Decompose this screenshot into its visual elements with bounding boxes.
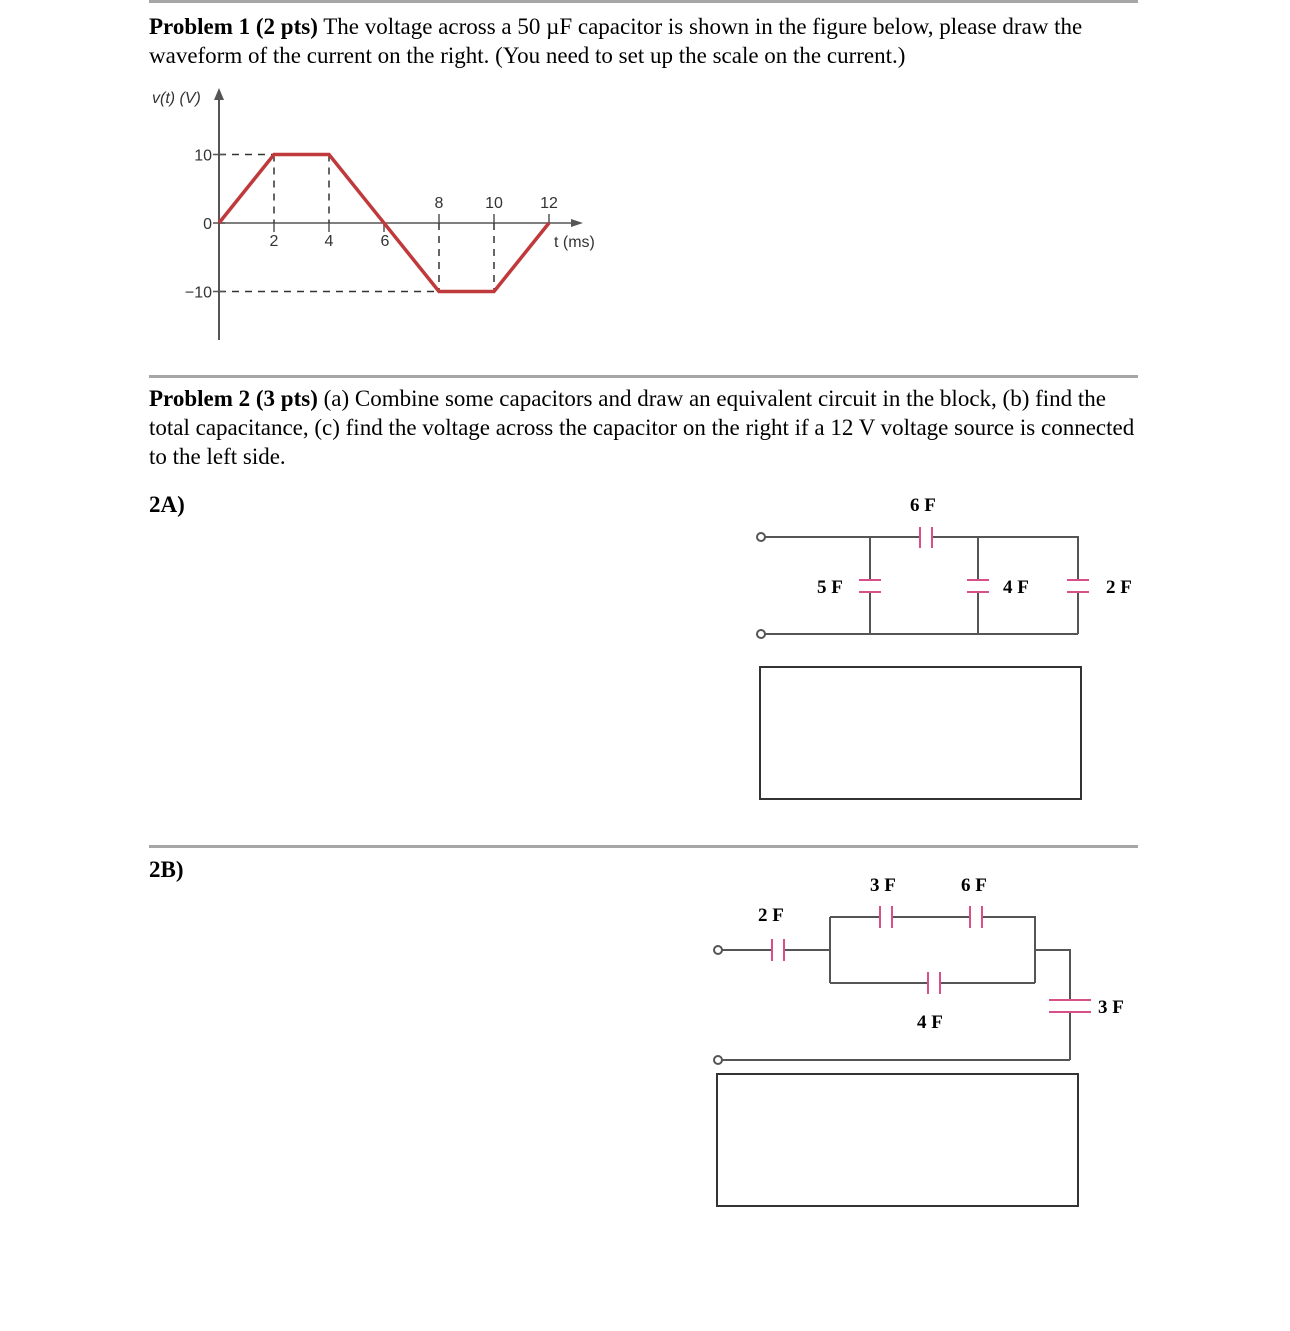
y-tick-label: −10	[184, 284, 212, 302]
wire-6f-branch	[870, 537, 1078, 634]
x-tick-label: 2	[269, 233, 279, 250]
cap-2f-b-label: 2 F	[758, 905, 784, 926]
problem2-body: (a) Combine some capacitors and draw an equivalent circuit in the block, (b) find the total capacitance, (c) find the voltage across the capacitor on the right if a 12 V voltage source is connected to the left side.	[149, 386, 1135, 469]
problem1-heading: Problem 1 (2 pts)	[149, 14, 318, 39]
x-tick-label: 12	[540, 195, 558, 212]
y-axis-label: v(t) (V)	[152, 90, 201, 107]
cap-4f-label: 4 F	[1003, 577, 1029, 598]
circuit-2b	[705, 868, 1150, 1068]
y-tick-label: 0	[203, 216, 212, 233]
problem2-heading: Problem 2 (3 pts)	[149, 386, 318, 411]
cap-6f-b-label: 6 F	[961, 875, 987, 896]
cap-3f-top-label: 3 F	[870, 875, 896, 896]
x-tick-label: 10	[485, 195, 503, 212]
cap-3f-right-label: 3 F	[1098, 997, 1124, 1018]
terminal-bottom-b	[714, 1056, 722, 1064]
x-axis-arrow	[571, 219, 583, 227]
circuit-2a	[750, 488, 1150, 648]
terminal-top	[757, 533, 765, 541]
terminal-top-b	[714, 946, 722, 954]
problem1-body: The voltage across a 50 µF capacitor is shown in the figure below, please draw the waveform of the current on the right. (You need to set up the scale on the current.)	[149, 14, 1083, 68]
y-tick-label: 10	[194, 147, 212, 165]
wire-parallel-block	[830, 917, 1035, 983]
rule-problem2	[149, 375, 1138, 378]
x-axis-label: t (ms)	[554, 234, 595, 251]
answer-box-2b[interactable]	[716, 1073, 1079, 1207]
x-tick-label: 8	[434, 195, 444, 212]
voltage-chart	[140, 80, 640, 370]
cap-5f-label: 5 F	[817, 577, 843, 598]
rule-part-b	[149, 845, 1138, 848]
top-rule	[149, 0, 1138, 3]
part-a-label: 2A)	[149, 492, 185, 517]
part-b-label: 2B)	[149, 857, 184, 882]
problem2-text	[149, 384, 1139, 471]
cap-6f-label: 6 F	[910, 495, 936, 516]
x-tick-label: 4	[324, 233, 334, 250]
problem1-text	[149, 12, 1139, 70]
cap-4f-b-label: 4 F	[917, 1012, 943, 1033]
cap-2f-label: 2 F	[1106, 577, 1132, 598]
x-tick-label: 6	[380, 233, 390, 250]
answer-box-2a[interactable]	[759, 666, 1082, 800]
terminal-bottom	[757, 630, 765, 638]
wire-to-3f	[1035, 950, 1070, 1060]
y-axis-arrow	[214, 88, 224, 100]
